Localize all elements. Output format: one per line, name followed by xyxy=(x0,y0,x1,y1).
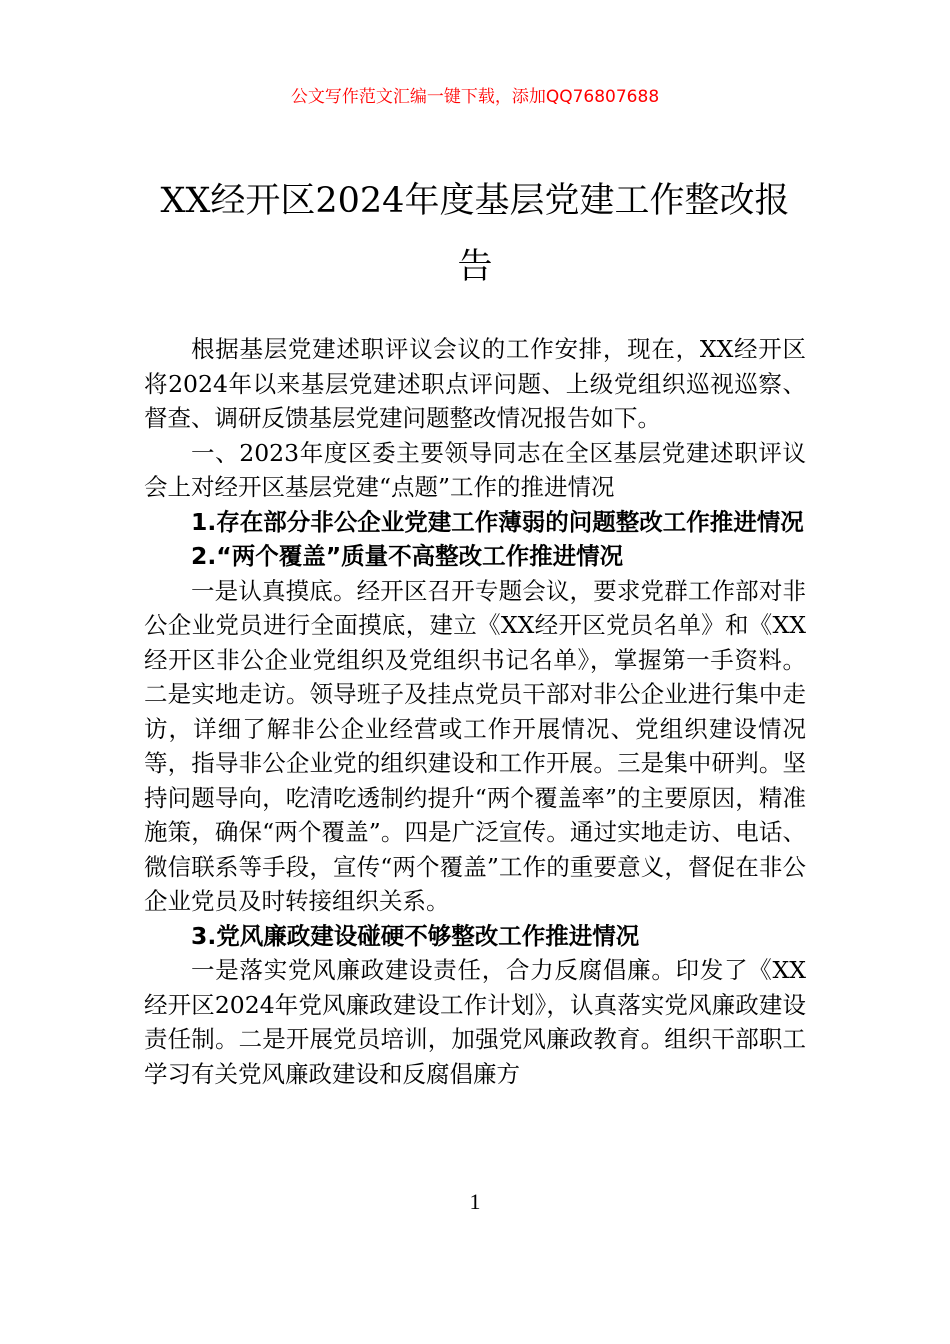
paragraph-item-2-body: 一是认真摸底。经开区召开专题会议，要求党群工作部对非公企业党员进行全面摸底，建立《XX经开区党员名单》和《XX经开区非公企业党组织及党组织书记名单》，掌握第一手资料。二是实地走访。领导班子及挂点党员干部对非公企业进行集中走访，详细了解非公企业经营或工作开展情况、党组织建设情况等，指导非公企业党的组织建设和工作开展。三是集中研判。坚持问题导向，吃清吃透制约提升“两个覆盖率”的主要原因，精准施策，确保“两个覆盖”。四是广泛宣传。通过实地走访、电话、微信联系等手段，宣传“两个覆盖”工作的重要意义，督促在非公企业党员及时转接组织关系。 xyxy=(144,576,806,915)
watermark-header: 公文写作范文汇编一键下载，添加QQ76807688 xyxy=(290,87,660,107)
heading-item-1: 1.存在部分非公企业党建工作薄弱的问题整改工作推进情况 xyxy=(191,507,804,536)
heading-item-3: 3.党风廉政建设碰硬不够整改工作推进情况 xyxy=(191,921,640,950)
paragraph-section-one: 一、2023年度区委主要领导同志在全区基层党建述职评议会上对经开区基层党建“点题”工作的推进情况 xyxy=(144,438,806,501)
paragraph-item-3-body: 一是落实党风廉政建设责任，合力反腐倡廉。印发了《XX经开区2024年党风廉政建设工作计划》，认真落实党风廉政建设责任制。二是开展党员培训，加强党风廉政教育。组织干部职工学习有关党风廉政建设和反腐倡廉方 xyxy=(144,956,806,1088)
heading-item-2: 2.“两个覆盖”质量不高整改工作推进情况 xyxy=(191,542,624,570)
paragraph-intro: 根据基层党建述职评议会议的工作安排，现在，XX经开区将2024年以来基层党建述职点评问题、上级党组织巡视巡察、督查、调研反馈基层党建问题整改情况报告如下。 xyxy=(144,335,806,432)
page-number: 1 xyxy=(469,1189,481,1214)
document-body xyxy=(144,332,806,1091)
document-title: XX经开区2024年度基层党建工作整改报告 xyxy=(160,181,790,287)
